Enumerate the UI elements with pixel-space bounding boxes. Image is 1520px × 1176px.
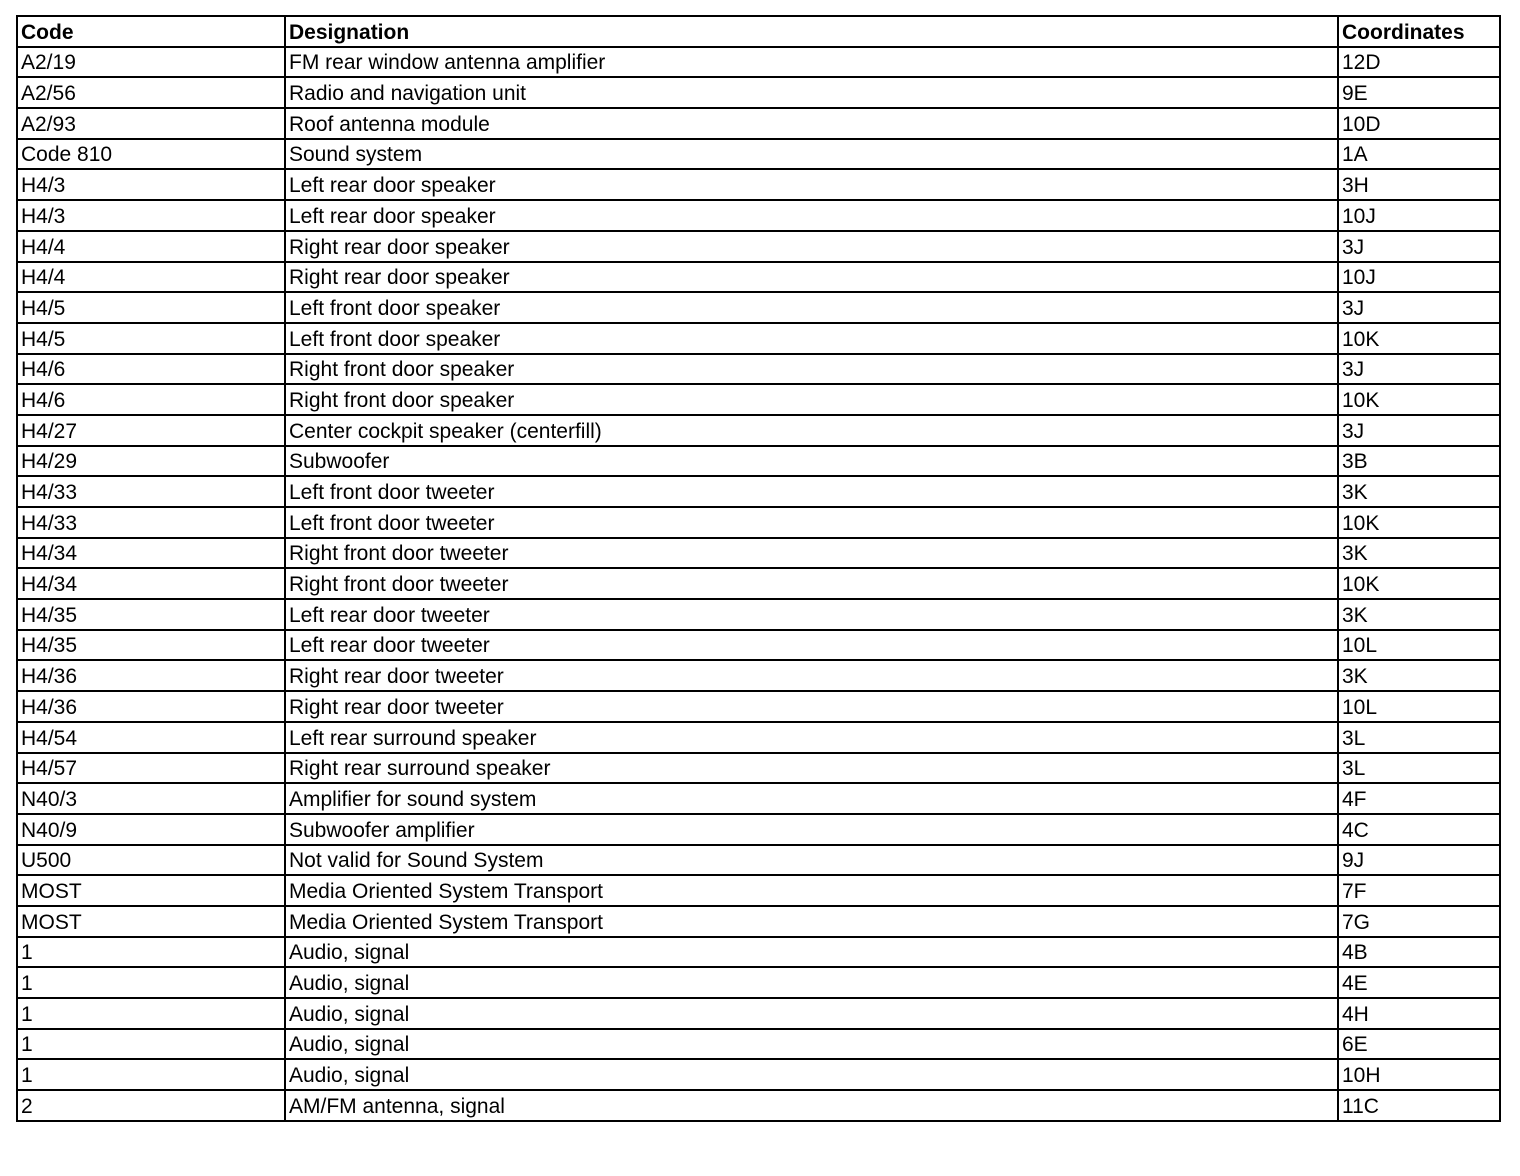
- cell-coordinates: 10K: [1338, 507, 1500, 538]
- cell-coordinates: 10K: [1338, 323, 1500, 354]
- cell-coordinates: 4E: [1338, 967, 1500, 998]
- cell-designation: Left front door speaker: [285, 292, 1338, 323]
- table-row: [17, 200, 1500, 231]
- table-row: [17, 967, 1500, 998]
- cell-code: 1: [17, 998, 285, 1029]
- cell-coordinates: 3K: [1338, 538, 1500, 569]
- cell-designation: Right front door tweeter: [285, 568, 1338, 599]
- cell-designation: Left rear door speaker: [285, 169, 1338, 200]
- cell-code: 2: [17, 1090, 285, 1121]
- cell-code: H4/33: [17, 507, 285, 538]
- cell-designation: Left rear door speaker: [285, 200, 1338, 231]
- cell-designation: Left rear door tweeter: [285, 630, 1338, 661]
- cell-code: A2/19: [17, 47, 285, 78]
- cell-designation: FM rear window antenna amplifier: [285, 47, 1338, 78]
- cell-designation: Center cockpit speaker (centerfill): [285, 415, 1338, 446]
- cell-designation: Right rear door speaker: [285, 231, 1338, 262]
- table-row: [17, 108, 1500, 139]
- cell-coordinates: 10H: [1338, 1059, 1500, 1090]
- cell-designation: Right front door tweeter: [285, 538, 1338, 569]
- cell-code: H4/6: [17, 354, 285, 385]
- cell-coordinates: 4H: [1338, 998, 1500, 1029]
- cell-code: 1: [17, 1059, 285, 1090]
- cell-coordinates: 10J: [1338, 200, 1500, 231]
- cell-designation: Right front door speaker: [285, 384, 1338, 415]
- cell-designation: Amplifier for sound system: [285, 783, 1338, 814]
- cell-coordinates: 3L: [1338, 722, 1500, 753]
- cell-code: H4/3: [17, 169, 285, 200]
- cell-code: N40/3: [17, 783, 285, 814]
- cell-code: H4/36: [17, 660, 285, 691]
- cell-code: A2/56: [17, 77, 285, 108]
- header-designation: Designation: [285, 16, 1338, 47]
- table-row: [17, 998, 1500, 1029]
- table-row: [17, 169, 1500, 200]
- cell-coordinates: 10D: [1338, 108, 1500, 139]
- table-row: [17, 292, 1500, 323]
- cell-code: H4/6: [17, 384, 285, 415]
- table-row: [17, 476, 1500, 507]
- cell-coordinates: 10K: [1338, 384, 1500, 415]
- table-row: [17, 231, 1500, 262]
- table-row: [17, 507, 1500, 538]
- table-row: [17, 77, 1500, 108]
- cell-coordinates: 3J: [1338, 354, 1500, 385]
- table-body: [17, 47, 1500, 1121]
- cell-designation: Audio, signal: [285, 1029, 1338, 1060]
- cell-code: N40/9: [17, 814, 285, 845]
- cell-code: H4/36: [17, 691, 285, 722]
- table-row: [17, 262, 1500, 293]
- cell-designation: Right rear door speaker: [285, 262, 1338, 293]
- cell-code: H4/34: [17, 568, 285, 599]
- cell-designation: Media Oriented System Transport: [285, 906, 1338, 937]
- cell-coordinates: 10L: [1338, 630, 1500, 661]
- cell-coordinates: 3J: [1338, 415, 1500, 446]
- cell-coordinates: 4B: [1338, 937, 1500, 968]
- table-row: [17, 937, 1500, 968]
- cell-code: H4/33: [17, 476, 285, 507]
- cell-designation: Audio, signal: [285, 1059, 1338, 1090]
- cell-code: H4/5: [17, 292, 285, 323]
- cell-code: H4/35: [17, 630, 285, 661]
- cell-designation: Audio, signal: [285, 998, 1338, 1029]
- table-row: [17, 722, 1500, 753]
- cell-code: H4/57: [17, 753, 285, 784]
- cell-coordinates: 3J: [1338, 231, 1500, 262]
- cell-designation: Left rear door tweeter: [285, 599, 1338, 630]
- cell-code: H4/29: [17, 446, 285, 477]
- cell-designation: Right rear door tweeter: [285, 691, 1338, 722]
- table-row: [17, 323, 1500, 354]
- table-row: [17, 354, 1500, 385]
- table-row: [17, 446, 1500, 477]
- cell-code: H4/27: [17, 415, 285, 446]
- cell-coordinates: 10L: [1338, 691, 1500, 722]
- cell-coordinates: 3J: [1338, 292, 1500, 323]
- cell-designation: Left front door speaker: [285, 323, 1338, 354]
- cell-coordinates: 3L: [1338, 753, 1500, 784]
- cell-coordinates: 9E: [1338, 77, 1500, 108]
- table-row: [17, 783, 1500, 814]
- cell-code: U500: [17, 845, 285, 876]
- cell-coordinates: 4F: [1338, 783, 1500, 814]
- cell-coordinates: 3B: [1338, 446, 1500, 477]
- cell-code: 1: [17, 967, 285, 998]
- cell-designation: Right rear door tweeter: [285, 660, 1338, 691]
- table-row: [17, 1059, 1500, 1090]
- cell-designation: Left front door tweeter: [285, 476, 1338, 507]
- cell-designation: Not valid for Sound System: [285, 845, 1338, 876]
- table-row: [17, 1029, 1500, 1060]
- table-row: [17, 568, 1500, 599]
- table-row: [17, 691, 1500, 722]
- table-row: [17, 814, 1500, 845]
- header-code: Code: [17, 16, 285, 47]
- table-row: [17, 384, 1500, 415]
- cell-code: H4/35: [17, 599, 285, 630]
- cell-coordinates: 3H: [1338, 169, 1500, 200]
- cell-code: H4/54: [17, 722, 285, 753]
- table-row: [17, 538, 1500, 569]
- cell-designation: Audio, signal: [285, 937, 1338, 968]
- table-row: [17, 1090, 1500, 1121]
- table-row: [17, 415, 1500, 446]
- cell-designation: Left rear surround speaker: [285, 722, 1338, 753]
- table-row: [17, 139, 1500, 170]
- cell-designation: Radio and navigation unit: [285, 77, 1338, 108]
- header-coordinates: Coordinates: [1338, 16, 1500, 47]
- cell-designation: AM/FM antenna, signal: [285, 1090, 1338, 1121]
- table-row: [17, 845, 1500, 876]
- cell-coordinates: 7G: [1338, 906, 1500, 937]
- cell-code: MOST: [17, 906, 285, 937]
- cell-coordinates: 9J: [1338, 845, 1500, 876]
- cell-coordinates: 11C: [1338, 1090, 1500, 1121]
- cell-designation: Audio, signal: [285, 967, 1338, 998]
- cell-code: H4/5: [17, 323, 285, 354]
- cell-code: H4/34: [17, 538, 285, 569]
- cell-code: H4/3: [17, 200, 285, 231]
- cell-code: 1: [17, 937, 285, 968]
- cell-designation: Right rear surround speaker: [285, 753, 1338, 784]
- table-header-row: [17, 16, 1500, 47]
- legend-table: [16, 15, 1501, 1122]
- cell-code: H4/4: [17, 262, 285, 293]
- cell-coordinates: 3K: [1338, 660, 1500, 691]
- cell-designation: Media Oriented System Transport: [285, 875, 1338, 906]
- cell-coordinates: 1A: [1338, 139, 1500, 170]
- cell-coordinates: 6E: [1338, 1029, 1500, 1060]
- table-row: [17, 753, 1500, 784]
- table-row: [17, 630, 1500, 661]
- cell-coordinates: 12D: [1338, 47, 1500, 78]
- cell-coordinates: 7F: [1338, 875, 1500, 906]
- cell-designation: Left front door tweeter: [285, 507, 1338, 538]
- cell-designation: Subwoofer amplifier: [285, 814, 1338, 845]
- cell-code: MOST: [17, 875, 285, 906]
- cell-designation: Subwoofer: [285, 446, 1338, 477]
- table-row: [17, 875, 1500, 906]
- cell-designation: Sound system: [285, 139, 1338, 170]
- table-row: [17, 906, 1500, 937]
- table-row: [17, 47, 1500, 78]
- cell-designation: Roof antenna module: [285, 108, 1338, 139]
- cell-coordinates: 10J: [1338, 262, 1500, 293]
- cell-coordinates: 3K: [1338, 599, 1500, 630]
- cell-coordinates: 3K: [1338, 476, 1500, 507]
- cell-coordinates: 4C: [1338, 814, 1500, 845]
- table-row: [17, 660, 1500, 691]
- cell-code: Code 810: [17, 139, 285, 170]
- table-row: [17, 599, 1500, 630]
- cell-code: H4/4: [17, 231, 285, 262]
- cell-coordinates: 10K: [1338, 568, 1500, 599]
- cell-code: 1: [17, 1029, 285, 1060]
- cell-designation: Right front door speaker: [285, 354, 1338, 385]
- cell-code: A2/93: [17, 108, 285, 139]
